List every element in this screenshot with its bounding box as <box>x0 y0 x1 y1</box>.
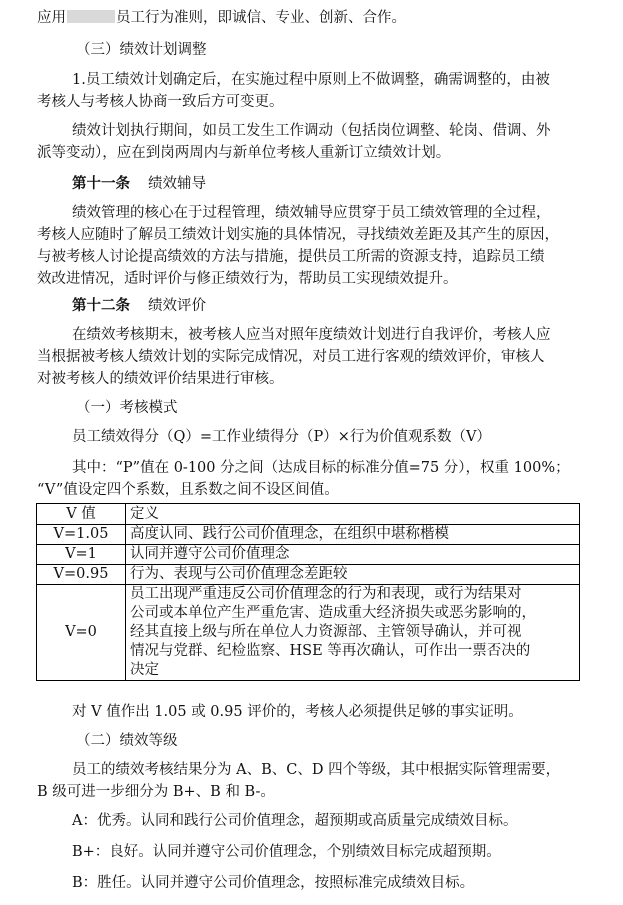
paragraph-line: 与被考核人讨论提高绩效的方法与措施，提供员工所需的资源支持，追踪员工绩 <box>37 249 545 265</box>
table-row <box>37 565 580 585</box>
table-header-cell: 定义 <box>126 504 580 525</box>
table-cell-definition: 行为、表现与公司价值理念差距较 <box>126 565 580 585</box>
article-title: 绩效评价 <box>148 298 206 314</box>
section-heading: （一）考核模式 <box>76 400 178 416</box>
table-cell-v: V=1 <box>37 545 126 565</box>
paragraph-line: B 级可进一步细分为 B+、B 和 B-。 <box>37 784 275 800</box>
section-heading: （二）绩效等级 <box>76 733 178 749</box>
definition-line: 情况与党群、纪检监察、HSE 等再次确认，可作出一票否决的 <box>130 643 531 659</box>
table-cell-definition: 高度认同、践行公司价值理念，在组织中堪称楷模 <box>126 525 580 545</box>
article-number: 第十一条 <box>72 175 130 192</box>
paragraph-line: 效改进情况，适时评价与修正绩效行为，帮助员工实现绩效提升。 <box>37 271 458 287</box>
table-row <box>37 545 580 565</box>
definition-line: 员工出现严重违反公司价值理念的行为和表现，或行为结果对 <box>130 586 522 602</box>
text-line <box>37 8 406 28</box>
definition-line: 决定 <box>130 662 159 678</box>
article-number: 第十二条 <box>72 297 130 314</box>
paragraph-line: 绩效计划执行期间，如员工发生工作调动（包括岗位调整、轮岗、借调、外 <box>72 123 551 139</box>
paragraph-line: 1.员工绩效计划确定后，在实施过程中原则上不做调整，确需调整的，由被 <box>72 72 550 88</box>
table-cell-definition: 认同并遵守公司价值理念 <box>126 545 580 565</box>
section-heading: （三）绩效计划调整 <box>76 42 207 58</box>
paragraph-line: 绩效管理的核心在于过程管理，绩效辅导应贯穿于员工绩效管理的全过程， <box>72 205 551 221</box>
formula-line: 员工绩效得分（Q）=工作业绩得分（P）×行为价值观系数（V） <box>72 429 491 445</box>
paragraph-line: 对被考核人的绩效评价结果进行审核。 <box>37 371 284 387</box>
table-cell-v: V=0.95 <box>37 565 126 585</box>
paragraph-line: 对 V 值作出 1.05 或 0.95 评价的，考核人必须提供足够的事实证明。 <box>72 704 523 720</box>
paragraph-line: 考核人应随时了解员工绩效计划实施的具体情况，寻找绩效差距及其产生的原因， <box>37 227 559 243</box>
table-cell-definition <box>126 585 580 681</box>
text-fragment: 应用 <box>37 10 66 26</box>
redaction-block <box>67 10 115 23</box>
paragraph-line: 考核人与考核人协商一致后方可变更。 <box>37 94 284 110</box>
definition-line: 经其直接上级与所在单位人力资源部、主管领导确认，并可视 <box>130 624 522 640</box>
paragraph-line: 当根据被考核人绩效计划的实际完成情况，对员工进行客观的绩效评价，审核人 <box>37 349 545 365</box>
grade-line: B：胜任。认同并遵守公司价值理念，按照标准完成绩效目标。 <box>72 875 475 891</box>
table-header-row <box>37 504 580 525</box>
grade-line: A：优秀。认同和践行公司价值理念，超预期或高质量完成绩效目标。 <box>72 813 518 829</box>
article-title: 绩效辅导 <box>148 176 206 192</box>
table-cell-v: V=0 <box>37 585 126 681</box>
grade-line: B+：良好。认同并遵守公司价值理念，个别绩效目标完成超预期。 <box>72 844 501 860</box>
definition-line: 公司或本单位产生严重危害、造成重大经济损失或恶劣影响的， <box>130 605 536 621</box>
paragraph-line: “V”值设定四个系数，且系数之间不设区间值。 <box>37 482 339 498</box>
table-header-cell: V 值 <box>37 504 126 525</box>
text-fragment: 员工行为准则，即诚信、专业、创新、合作。 <box>116 10 406 26</box>
table-row <box>37 525 580 545</box>
v-value-table <box>36 503 580 681</box>
paragraph-line: 在绩效考核期末，被考核人应当对照年度绩效计划进行自我评价，考核人应 <box>72 327 551 343</box>
table-cell-v: V=1.05 <box>37 525 126 545</box>
paragraph-line: 派等变动），应在到岗两周内与新单位考核人重新订立绩效计划。 <box>37 145 451 161</box>
paragraph-line: 员工的绩效考核结果分为 A、B、C、D 四个等级，其中根据实际管理需要， <box>72 762 561 778</box>
table-row <box>37 585 580 681</box>
paragraph-line: 其中：“P”值在 0-100 分之间（达成目标的标准分值=75 分），权重 100%； <box>72 460 570 476</box>
